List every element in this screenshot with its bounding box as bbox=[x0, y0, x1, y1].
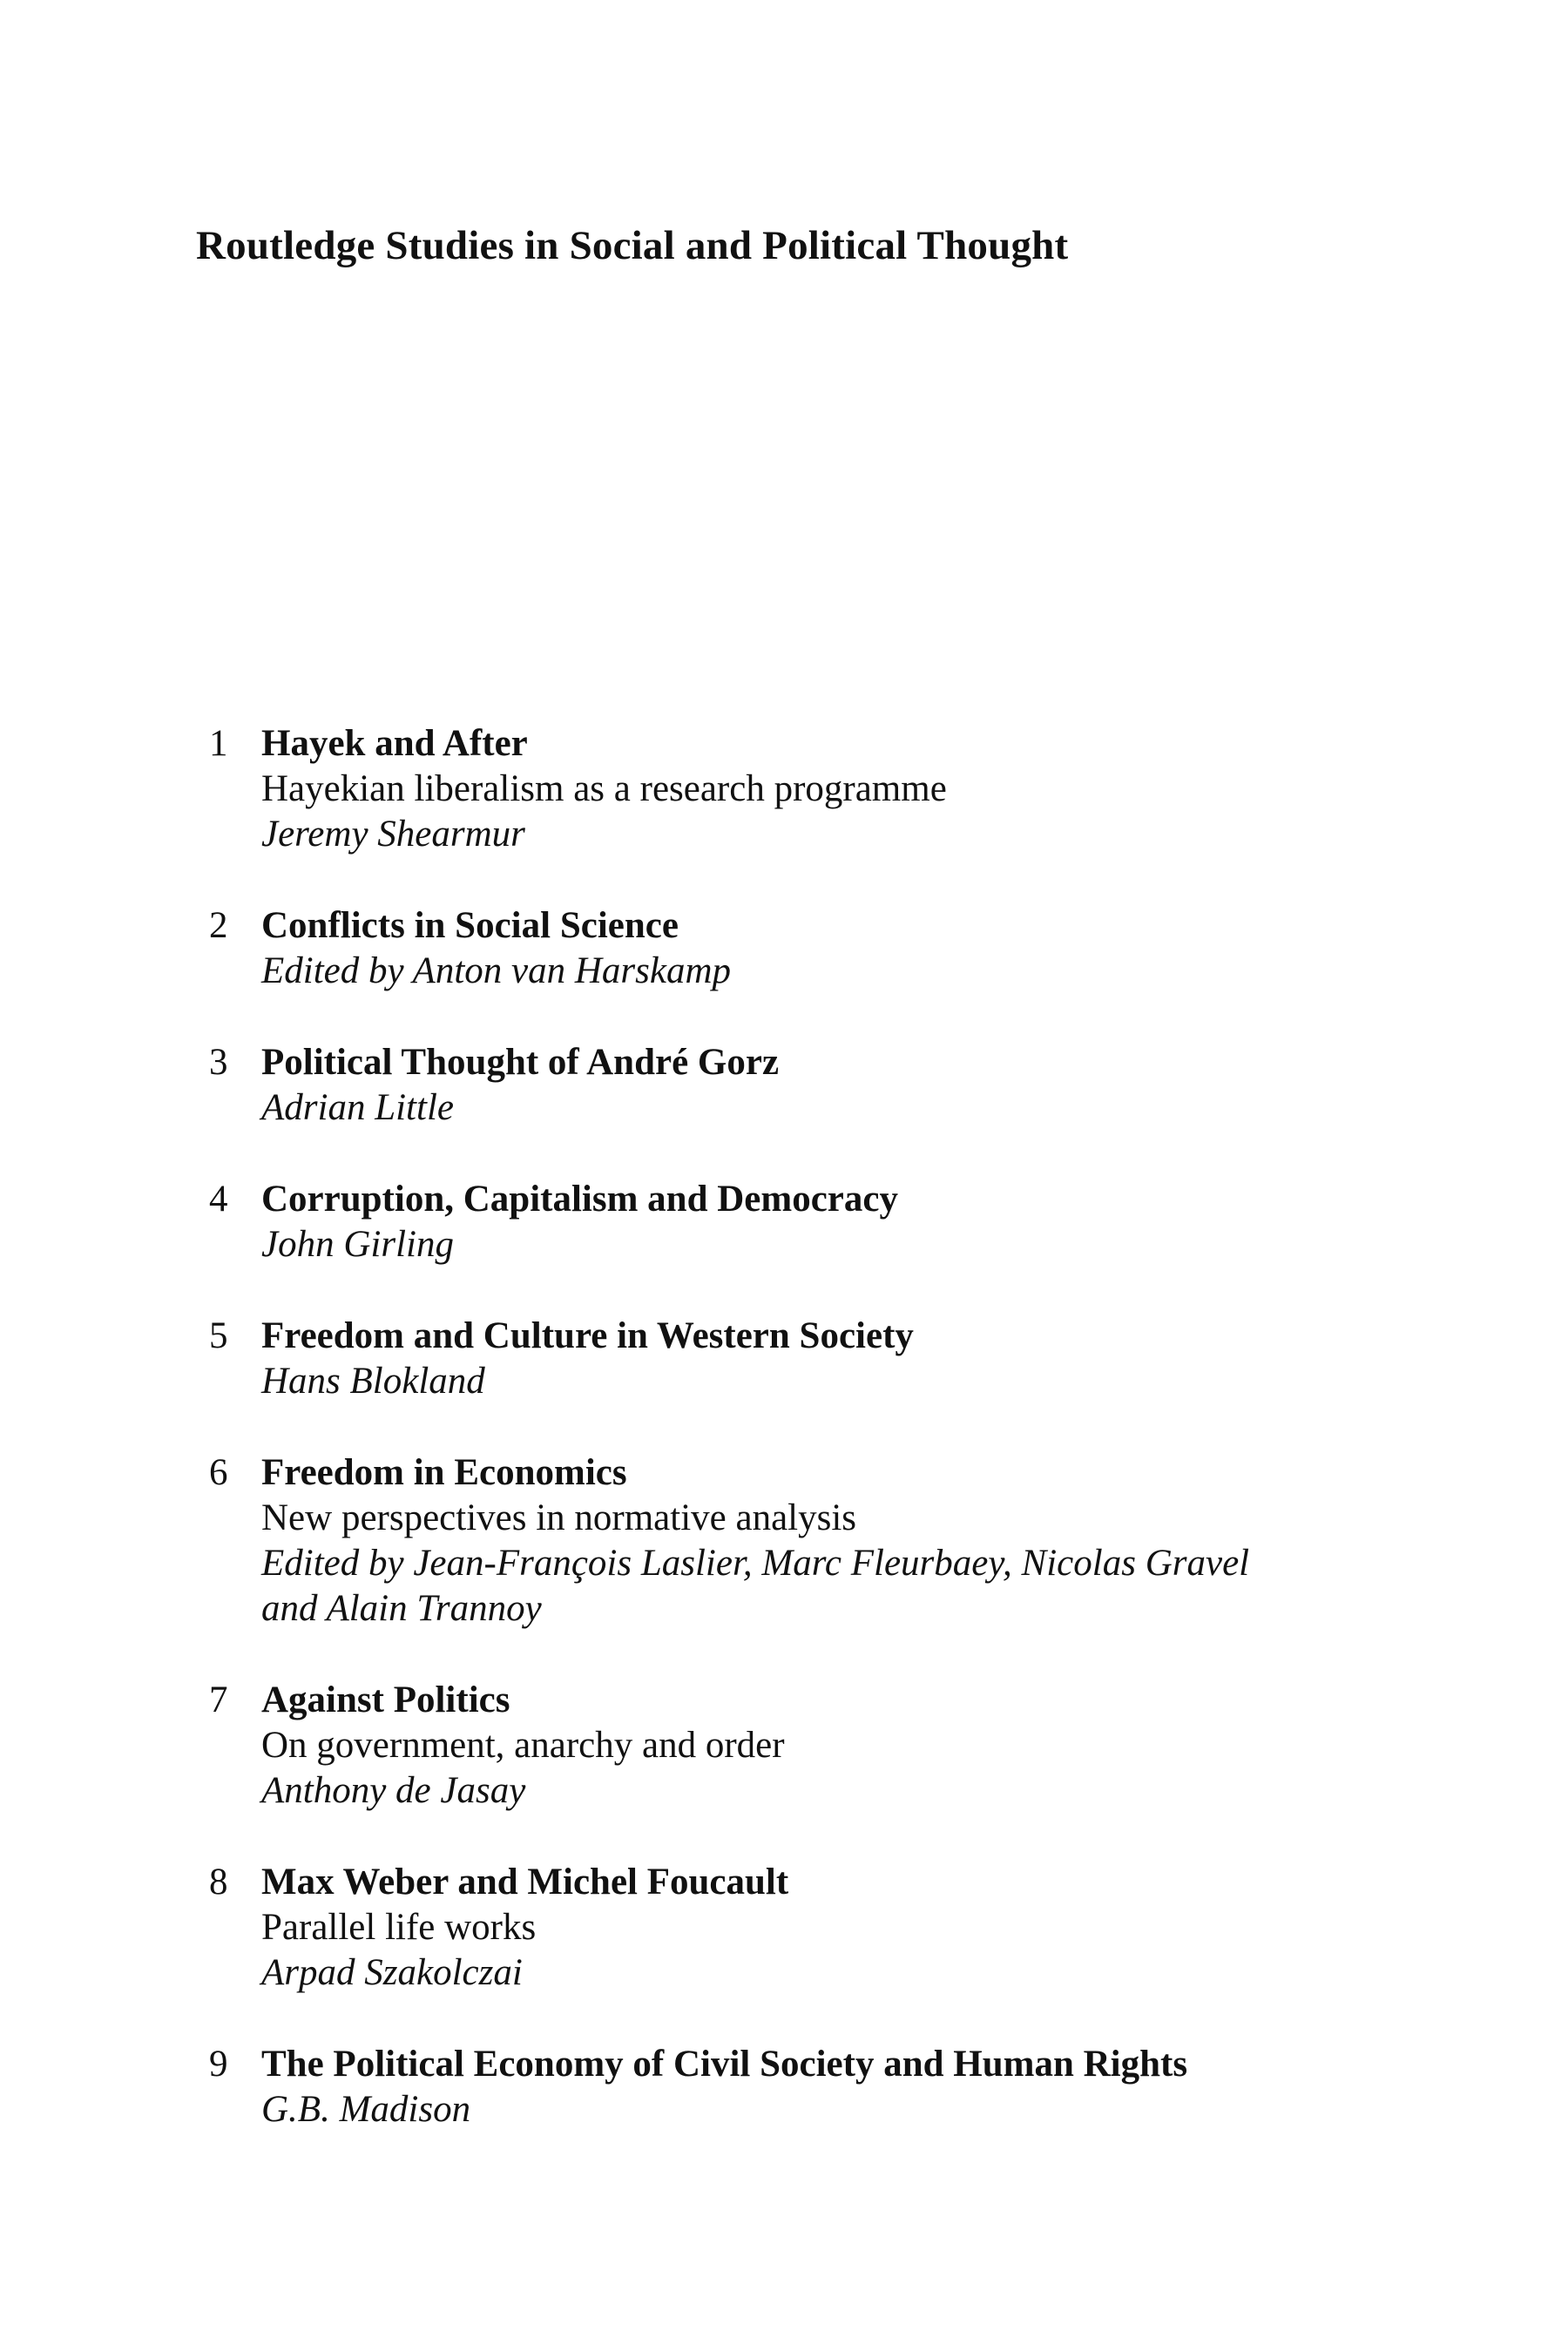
book-subtitle: On government, anarchy and order bbox=[261, 1725, 785, 1766]
book-entry bbox=[209, 1450, 1429, 1632]
book-title: Hayek and After bbox=[261, 723, 528, 764]
book-number: 5 bbox=[209, 1315, 228, 1356]
book-number: 7 bbox=[209, 1680, 228, 1720]
book-entry bbox=[209, 1860, 1429, 1996]
book-title: Freedom and Culture in Western Society bbox=[261, 1315, 914, 1356]
book-subtitle: New perspectives in normative analysis bbox=[261, 1497, 857, 1538]
book-title: Corruption, Capitalism and Democracy bbox=[261, 1179, 898, 1220]
book-entry bbox=[209, 721, 1429, 857]
book-number: 8 bbox=[209, 1862, 228, 1903]
book-number: 3 bbox=[209, 1042, 228, 1083]
book-title: Freedom in Economics bbox=[261, 1452, 627, 1493]
book-author: Edited by Anton van Harskamp bbox=[261, 950, 732, 991]
book-title: Political Thought of André Gorz bbox=[261, 1042, 780, 1083]
book-author: Edited by Jean-François Laslier, Marc Fleurbaey, Nicolas Gravel bbox=[261, 1543, 1250, 1584]
book-subtitle: Parallel life works bbox=[261, 1907, 537, 1948]
book-entry bbox=[209, 1177, 1429, 1267]
book-author: Adrian Little bbox=[261, 1087, 454, 1128]
series-title: Routledge Studies in Social and Political Thought bbox=[196, 223, 1069, 268]
book-number: 9 bbox=[209, 2044, 228, 2085]
book-entry bbox=[209, 2042, 1429, 2132]
book-author: Jeremy Shearmur bbox=[261, 814, 525, 855]
book-author: Arpad Szakolczai bbox=[261, 1952, 523, 1993]
book-entry bbox=[209, 903, 1429, 994]
book-number: 2 bbox=[209, 905, 228, 946]
book-number: 1 bbox=[209, 723, 228, 764]
book-title: The Political Economy of Civil Society and Human Rights bbox=[261, 2044, 1188, 2085]
book-entry bbox=[209, 1040, 1429, 1131]
book-number: 4 bbox=[209, 1179, 228, 1220]
book-list bbox=[209, 721, 1429, 2179]
book-author-continued: and Alain Trannoy bbox=[261, 1588, 542, 1629]
book-author: Hans Blokland bbox=[261, 1361, 485, 1402]
book-entry bbox=[209, 1678, 1429, 1814]
book-author: Anthony de Jasay bbox=[261, 1770, 526, 1811]
book-title: Conflicts in Social Science bbox=[261, 905, 679, 946]
book-author: G.B. Madison bbox=[261, 2089, 471, 2130]
book-author: John Girling bbox=[261, 1224, 454, 1265]
book-number: 6 bbox=[209, 1452, 228, 1493]
book-title: Against Politics bbox=[261, 1680, 510, 1720]
book-title: Max Weber and Michel Foucault bbox=[261, 1862, 789, 1903]
book-entry bbox=[209, 1314, 1429, 1404]
book-subtitle: Hayekian liberalism as a research programme bbox=[261, 768, 947, 809]
